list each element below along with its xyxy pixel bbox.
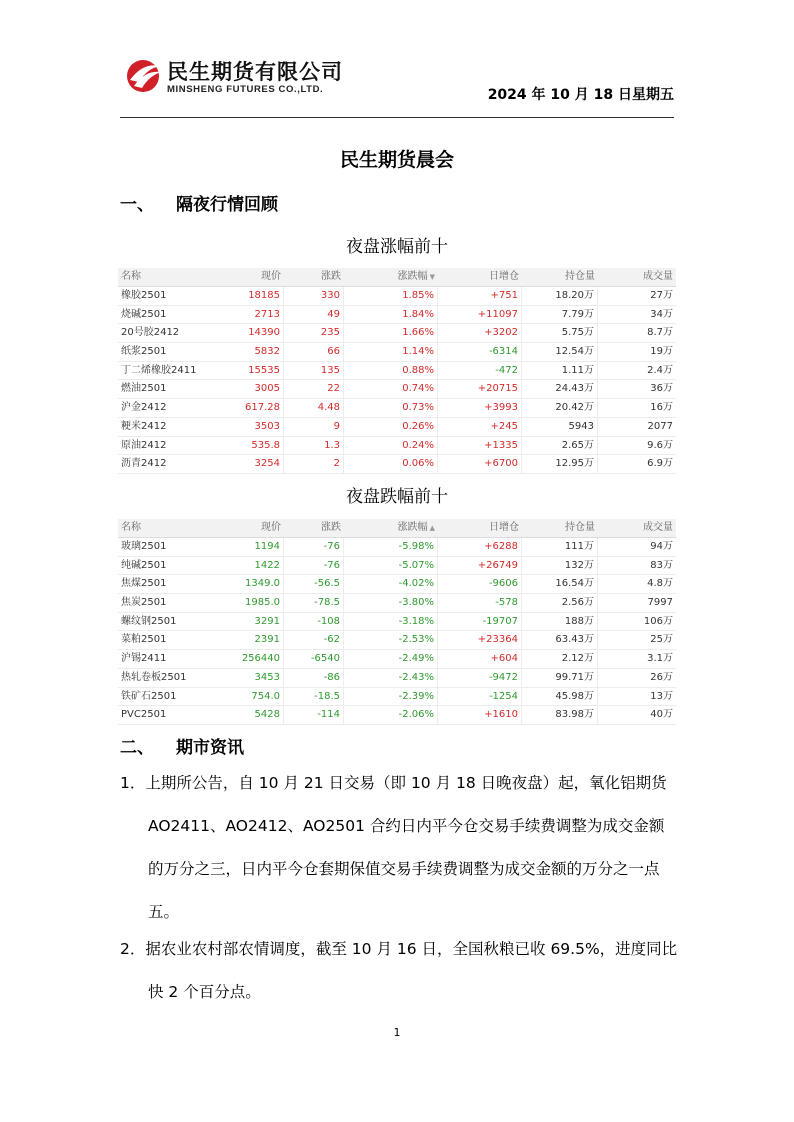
table-cell: 235 bbox=[284, 324, 344, 342]
table-cell: 535.8 bbox=[216, 437, 284, 455]
section-heading-overnight bbox=[120, 190, 278, 215]
table-cell: 256440 bbox=[216, 650, 284, 668]
table-cell: -3.18% bbox=[344, 613, 438, 631]
table-cell: -472 bbox=[438, 362, 522, 380]
table-cell: 3503 bbox=[216, 418, 284, 436]
column-header: 名称 bbox=[121, 522, 141, 533]
table-cell: 2.56万 bbox=[522, 594, 598, 612]
table-cell: -86 bbox=[284, 669, 344, 687]
table-row[interactable] bbox=[118, 706, 676, 725]
table-cell: -9606 bbox=[438, 575, 522, 593]
column-header: 成交量 bbox=[643, 522, 673, 533]
table-cell: 5428 bbox=[216, 706, 284, 724]
table-cell: 34万 bbox=[650, 308, 673, 320]
table-cell: 螺纹钢2501 bbox=[121, 615, 177, 627]
table-cell: 热轧卷板2501 bbox=[121, 671, 187, 683]
gainers-table-title: 夜盘涨幅前十 bbox=[346, 237, 448, 257]
table-cell: 27万 bbox=[650, 290, 673, 301]
page-number: 1 bbox=[393, 1026, 401, 1039]
table-row[interactable] bbox=[118, 287, 676, 306]
table-cell: -108 bbox=[284, 613, 344, 631]
news-item-2 bbox=[120, 928, 676, 1014]
table-cell: 焦煤2501 bbox=[121, 578, 167, 590]
column-header: 涨跌 bbox=[321, 522, 341, 533]
table-cell: 1.66% bbox=[344, 324, 438, 342]
table-cell: PVC2501 bbox=[121, 709, 167, 721]
table-cell: 188万 bbox=[522, 613, 598, 631]
table-cell: +604 bbox=[438, 650, 522, 668]
table-row[interactable] bbox=[118, 631, 676, 650]
table-cell: 135 bbox=[284, 362, 344, 380]
sort-arrow-icon: ▲ bbox=[429, 524, 435, 532]
table-cell: 9 bbox=[284, 418, 344, 436]
table-cell: -56.5 bbox=[284, 575, 344, 593]
table-cell: +11097 bbox=[438, 306, 522, 324]
table-cell: 25万 bbox=[650, 634, 673, 646]
table-cell: -9472 bbox=[438, 669, 522, 687]
table-cell: 焦炭2501 bbox=[121, 597, 167, 609]
table-cell: 106万 bbox=[643, 615, 673, 627]
table-cell: 5943 bbox=[522, 418, 598, 436]
table-cell: +3202 bbox=[438, 324, 522, 342]
table-cell: 15535 bbox=[216, 362, 284, 380]
table-row[interactable] bbox=[118, 613, 676, 632]
section-heading-news bbox=[120, 733, 244, 758]
table-cell: 1.3 bbox=[284, 437, 344, 455]
table-cell: 49 bbox=[284, 306, 344, 324]
table-cell: 沪锡2411 bbox=[121, 653, 167, 665]
table-cell: 16万 bbox=[650, 402, 673, 414]
document-title: 民生期货晨会 bbox=[339, 149, 454, 171]
table-cell: 1.14% bbox=[344, 343, 438, 361]
column-header: 持仓量 bbox=[565, 522, 595, 533]
table-cell: +20715 bbox=[438, 380, 522, 398]
table-cell: -2.43% bbox=[344, 669, 438, 687]
table-cell: 83万 bbox=[650, 559, 673, 571]
table-cell: 粳米2412 bbox=[121, 420, 167, 432]
table-cell: 99.71万 bbox=[522, 669, 598, 687]
table-row[interactable] bbox=[118, 688, 676, 707]
company-name-cn: 民生期货有限公司 bbox=[167, 60, 343, 84]
table-cell: 0.24% bbox=[344, 437, 438, 455]
table-cell: +1610 bbox=[438, 706, 522, 724]
table-cell: +751 bbox=[438, 287, 522, 305]
news-line: AO2411、AO2412、AO2501 合约日内平今仓交易手续费调整为成交金额 bbox=[148, 817, 665, 835]
table-cell: 沪金2412 bbox=[121, 402, 167, 414]
column-header: 日增仓 bbox=[489, 522, 519, 533]
column-header: 现价 bbox=[261, 522, 281, 533]
company-name-en: MINSHENG FUTURES CO.,LTD. bbox=[167, 84, 324, 95]
table-cell: -19707 bbox=[438, 613, 522, 631]
table-cell: 沥青2412 bbox=[121, 458, 167, 470]
table-cell: 2.12万 bbox=[522, 650, 598, 668]
table-row[interactable] bbox=[118, 362, 676, 381]
table-cell: +6700 bbox=[438, 455, 522, 473]
table-cell: 1422 bbox=[216, 557, 284, 575]
table-cell: 烧碱2501 bbox=[121, 308, 167, 320]
table-cell: 94万 bbox=[650, 541, 673, 552]
table-row[interactable] bbox=[118, 669, 676, 688]
report-date: 2024 年 10 月 18 日星期五 bbox=[487, 87, 674, 103]
table-cell: 3254 bbox=[216, 455, 284, 473]
table-cell: +3993 bbox=[438, 399, 522, 417]
header-divider bbox=[120, 117, 674, 118]
table-cell: -62 bbox=[284, 631, 344, 649]
table-row[interactable] bbox=[118, 455, 676, 474]
table-cell: 83.98万 bbox=[522, 706, 598, 724]
table-cell: 纯碱2501 bbox=[121, 559, 167, 571]
company-logo bbox=[125, 56, 365, 100]
table-row[interactable] bbox=[118, 399, 676, 418]
table-cell: 0.06% bbox=[344, 455, 438, 473]
table-cell: 617.28 bbox=[216, 399, 284, 417]
table-cell: 6.9万 bbox=[647, 458, 673, 470]
losers-table-title: 夜盘跌幅前十 bbox=[346, 487, 448, 507]
table-cell: -76 bbox=[284, 538, 344, 556]
column-header: 现价 bbox=[261, 271, 281, 282]
table-cell: 111万 bbox=[522, 538, 598, 556]
table-cell: 14390 bbox=[216, 324, 284, 342]
table-cell: 40万 bbox=[650, 709, 673, 721]
table-cell: 丁二烯橡胶2411 bbox=[121, 364, 197, 376]
table-cell: 18.20万 bbox=[522, 287, 598, 305]
table-cell: -76 bbox=[284, 557, 344, 575]
table-cell: 1349.0 bbox=[216, 575, 284, 593]
table-cell: 19万 bbox=[650, 346, 673, 358]
table-cell: 1.85% bbox=[344, 287, 438, 305]
table-cell: -2.39% bbox=[344, 688, 438, 706]
table-cell: -2.06% bbox=[344, 706, 438, 724]
column-header: 成交量 bbox=[643, 271, 673, 282]
news-line: 1．上期所公告，自 10 月 21 日交易（即 10 月 18 日晚夜盘）起，氧化铝期货 bbox=[120, 774, 667, 792]
news-line: 快 2 个百分点。 bbox=[148, 983, 261, 1001]
news-line: 2．据农业农村部农情调度，截至 10 月 16 日，全国秋粮已收 69.5%，进度同比 bbox=[120, 940, 678, 958]
table-cell: 1194 bbox=[216, 538, 284, 556]
losers-table bbox=[118, 519, 676, 725]
table-cell: 13万 bbox=[650, 690, 673, 702]
column-header[interactable]: 涨跌幅 ▲ bbox=[397, 522, 435, 533]
table-cell: 1.84% bbox=[344, 306, 438, 324]
table-cell: 1985.0 bbox=[216, 594, 284, 612]
table-cell: 754.0 bbox=[216, 688, 284, 706]
table-cell: +23364 bbox=[438, 631, 522, 649]
table-cell: +6288 bbox=[438, 538, 522, 556]
table-cell: 9.6万 bbox=[647, 439, 673, 451]
table-row[interactable] bbox=[118, 306, 676, 325]
table-cell: 7.79万 bbox=[522, 306, 598, 324]
table-cell: 玻璃2501 bbox=[121, 541, 167, 552]
table-cell: 22 bbox=[284, 380, 344, 398]
table-cell: 63.43万 bbox=[522, 631, 598, 649]
table-cell: 0.26% bbox=[344, 418, 438, 436]
table-cell: 0.88% bbox=[344, 362, 438, 380]
table-cell: 16.54万 bbox=[522, 575, 598, 593]
news-line: 的万分之三，日内平今仓套期保值交易手续费调整为成交金额的万分之一点 bbox=[148, 860, 660, 878]
news-line: 五。 bbox=[148, 903, 180, 921]
table-cell: 3005 bbox=[216, 380, 284, 398]
table-cell: 26万 bbox=[650, 671, 673, 683]
gainers-table bbox=[118, 268, 676, 474]
table-cell: -4.02% bbox=[344, 575, 438, 593]
section-number: 二、 bbox=[120, 738, 154, 758]
table-cell: 2 bbox=[284, 455, 344, 473]
table-cell: 菜粕2501 bbox=[121, 634, 167, 646]
table-cell: -78.5 bbox=[284, 594, 344, 612]
table-cell: 1.11万 bbox=[522, 362, 598, 380]
table-header bbox=[118, 268, 676, 287]
table-row[interactable] bbox=[118, 380, 676, 399]
column-header: 名称 bbox=[121, 271, 141, 282]
table-cell: 2391 bbox=[216, 631, 284, 649]
table-cell: -3.80% bbox=[344, 594, 438, 612]
table-cell: 0.73% bbox=[344, 399, 438, 417]
table-cell: 7997 bbox=[647, 597, 673, 609]
news-item-1 bbox=[120, 762, 676, 934]
section-title: 隔夜行情回顾 bbox=[176, 195, 278, 215]
table-cell: 2.4万 bbox=[647, 364, 673, 376]
table-cell: 铁矿石2501 bbox=[121, 690, 177, 702]
table-cell: 2077 bbox=[647, 420, 673, 432]
table-row[interactable] bbox=[118, 557, 676, 576]
table-cell: 132万 bbox=[522, 557, 598, 575]
table-cell: 20号胶2412 bbox=[121, 327, 180, 339]
column-header: 日增仓 bbox=[489, 271, 519, 282]
table-cell: 0.74% bbox=[344, 380, 438, 398]
section-title: 期市资讯 bbox=[176, 738, 244, 758]
table-cell: 橡胶2501 bbox=[121, 290, 167, 301]
table-header bbox=[118, 519, 676, 538]
table-cell: 4.8万 bbox=[647, 578, 673, 590]
table-cell: 3453 bbox=[216, 669, 284, 687]
table-row[interactable] bbox=[118, 538, 676, 557]
table-cell: -6314 bbox=[438, 343, 522, 361]
table-cell: 燃油2501 bbox=[121, 383, 167, 395]
column-header[interactable]: 涨跌幅 ▼ bbox=[397, 271, 435, 282]
logo-mark-icon bbox=[125, 56, 165, 96]
table-cell: -6540 bbox=[284, 650, 344, 668]
table-cell: -5.07% bbox=[344, 557, 438, 575]
table-cell: 20.42万 bbox=[522, 399, 598, 417]
table-cell: 3.1万 bbox=[647, 653, 673, 665]
table-cell: 纸浆2501 bbox=[121, 346, 167, 358]
sort-arrow-icon: ▼ bbox=[429, 273, 435, 281]
table-cell: -5.98% bbox=[344, 538, 438, 556]
table-row[interactable] bbox=[118, 650, 676, 669]
table-row[interactable] bbox=[118, 594, 676, 613]
table-cell: +1335 bbox=[438, 437, 522, 455]
table-cell: 36万 bbox=[650, 383, 673, 395]
table-cell: 5.75万 bbox=[522, 324, 598, 342]
table-row[interactable] bbox=[118, 575, 676, 594]
table-cell: 8.7万 bbox=[647, 327, 673, 339]
table-cell: -578 bbox=[438, 594, 522, 612]
table-cell: -1254 bbox=[438, 688, 522, 706]
column-header: 持仓量 bbox=[565, 271, 595, 282]
table-cell: 4.48 bbox=[284, 399, 344, 417]
table-cell: 12.95万 bbox=[522, 455, 598, 473]
table-cell: 12.54万 bbox=[522, 343, 598, 361]
table-cell: 5832 bbox=[216, 343, 284, 361]
table-cell: 45.98万 bbox=[522, 688, 598, 706]
table-cell: 原油2412 bbox=[121, 439, 167, 451]
column-header: 涨跌 bbox=[321, 271, 341, 282]
section-number: 一、 bbox=[120, 195, 154, 215]
table-cell: 66 bbox=[284, 343, 344, 361]
table-cell: 330 bbox=[284, 287, 344, 305]
table-cell: 24.43万 bbox=[522, 380, 598, 398]
table-cell: -2.53% bbox=[344, 631, 438, 649]
table-row[interactable] bbox=[118, 343, 676, 362]
table-cell: 2.65万 bbox=[522, 437, 598, 455]
table-cell: 3291 bbox=[216, 613, 284, 631]
table-row[interactable] bbox=[118, 418, 676, 437]
table-cell: -18.5 bbox=[284, 688, 344, 706]
table-cell: 18185 bbox=[216, 287, 284, 305]
table-cell: +245 bbox=[438, 418, 522, 436]
table-cell: -114 bbox=[284, 706, 344, 724]
table-cell: -2.49% bbox=[344, 650, 438, 668]
table-row[interactable] bbox=[118, 437, 676, 456]
table-row[interactable] bbox=[118, 324, 676, 343]
table-cell: +26749 bbox=[438, 557, 522, 575]
table-cell: 2713 bbox=[216, 306, 284, 324]
